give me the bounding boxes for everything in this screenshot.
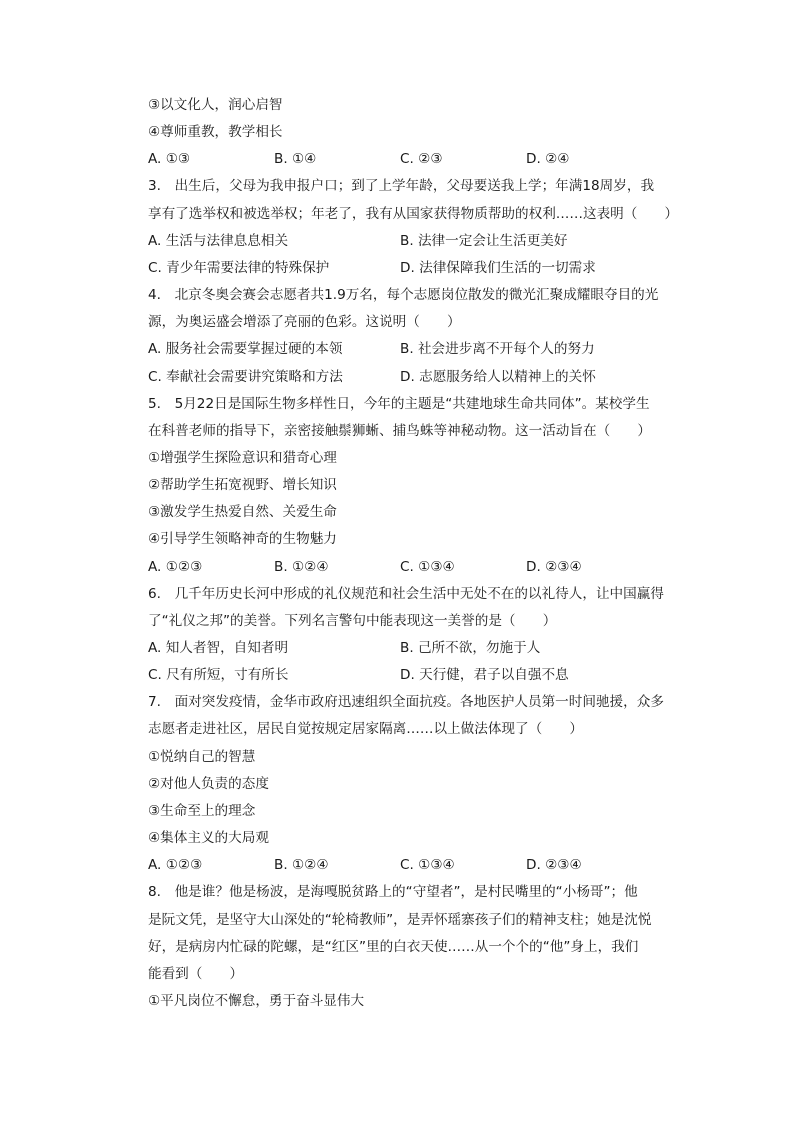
answer-option: D. ②③④	[526, 857, 582, 874]
text-line: ③生命至上的理念	[148, 802, 256, 819]
answer-option: B. ①②④	[274, 558, 329, 575]
text-line: 好，是病房内忙碌的陀螺，是“红区”里的白衣天使……从一个个的“他”身上，我们	[148, 938, 639, 955]
answer-option: B. ①②④	[274, 857, 329, 874]
answer-option: C. ②③	[400, 151, 443, 168]
answer-option: D. 法律保障我们生活的一切需求	[400, 259, 596, 276]
text-line: ②对他人负责的态度	[148, 775, 269, 792]
answer-option: D. ②③④	[526, 558, 582, 575]
text-line: ①增强学生探险意识和猎奇心理	[148, 449, 337, 466]
answer-option: A. ①②③	[148, 558, 203, 575]
answer-option: C. 青少年需要法律的特殊保护	[148, 259, 330, 276]
text-line: ③激发学生热爱自然、关爱生命	[148, 504, 337, 521]
answer-option: C. ①③④	[400, 857, 455, 874]
answer-option: A. 生活与法律息息相关	[148, 232, 289, 249]
answer-option: B. ①④	[274, 151, 317, 168]
text-line: 能看到（ ）	[148, 965, 244, 982]
answer-option: D. 天行健，君子以自强不息	[400, 667, 569, 684]
text-line: 8. 他是谁？他是杨波，是海嘎脱贫路上的“守望者”，是村民嘴里的“小杨哥”；他	[148, 884, 638, 901]
text-line: 是阮文凭，是坚守大山深处的“轮椅教师”，是弄怀瑶寨孩子们的精神支柱；她是沈悦	[148, 911, 652, 928]
text-line: ①悦纳自己的智慧	[148, 748, 256, 765]
text-line: 了“礼仪之邦”的美誉。下列名言警句中能表现这一美誉的是（ ）	[148, 612, 557, 629]
answer-option: A. ①③	[148, 151, 191, 168]
answer-option: D. ②④	[526, 151, 570, 168]
answer-option: A. 服务社会需要掌握过硬的本领	[148, 341, 343, 358]
answer-option: B. 法律一定会让生活更美好	[400, 232, 568, 249]
text-line: ④尊师重教，教学相长	[148, 124, 283, 141]
answer-option: B. 己所不欲，勿施于人	[400, 640, 541, 656]
text-line: ①平凡岗位不懈怠，勇于奋斗显伟大	[148, 992, 365, 1009]
answer-option: B. 社会进步离不开每个人的努力	[400, 341, 595, 358]
answer-option: C. 奉献社会需要讲究策略和方法	[148, 368, 343, 385]
text-line: 在科普老师的指导下，亲密接触鬃狮蜥、捕鸟蛛等神秘动物。这一活动旨在（ ）	[148, 422, 651, 439]
answer-option: A. ①②③	[148, 857, 203, 874]
answer-option: C. ①③④	[400, 558, 455, 575]
text-line: 4. 北京冬奥会赛会志愿者共1.9万名，每个志愿岗位散发的微光汇聚成耀眼夺目的光	[148, 287, 659, 304]
text-line: 5. 5月22日是国际生物多样性日，今年的主题是“共建地球生命共同体”。某校学生	[148, 395, 650, 412]
answer-option: A. 知人者智，自知者明	[148, 640, 289, 656]
text-line: 6. 几千年历史长河中形成的礼仪规范和社会生活中无处不在的以礼待人，让中国赢得	[148, 585, 664, 602]
answer-option: C. 尺有所短，寸有所长	[148, 667, 289, 684]
text-line: 3. 出生后，父母为我申报户口；到了上学年龄，父母要送我上学；年满18周岁，我	[148, 178, 655, 195]
text-line: ③以文化人，润心启智	[148, 97, 283, 113]
text-line: 源，为奥运盛会增添了亮丽的色彩。这说明（ ）	[148, 314, 461, 331]
text-line: ④集体主义的大局观	[148, 830, 269, 847]
text-line: 志愿者走进社区，居民自觉按规定居家隔离……以上做法体现了（ ）	[148, 721, 583, 738]
text-line: 7. 面对突发疫情，金华市政府迅速组织全面抗疫。各地医护人员第一时间驰援，众多	[148, 694, 664, 711]
text-line: ④引导学生领略神奇的生物魅力	[148, 531, 337, 548]
answer-option: D. 志愿服务给人以精神上的关怀	[400, 368, 596, 385]
text-line: ②帮助学生拓宽视野、增长知识	[148, 477, 337, 494]
text-line: 享有了选举权和被选举权；年老了，我有从国家获得物质帮助的权利……这表明（ ）	[148, 205, 679, 222]
